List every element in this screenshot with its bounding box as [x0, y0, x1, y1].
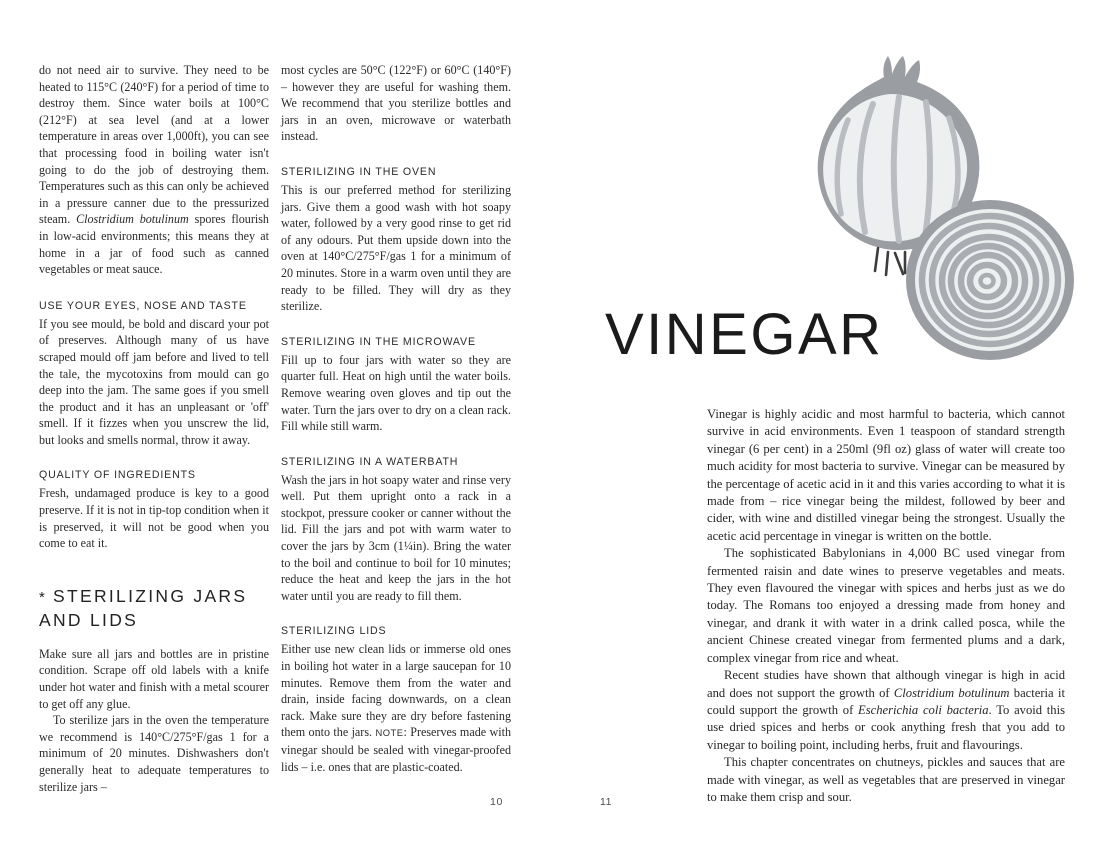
para3-text-b: bacteria it could support the growth of — [707, 685, 1065, 717]
heading-quality-of-ingredients: QUALITY OF INGREDIENTS — [39, 469, 196, 482]
body-sterilizing-oven-temp: To sterilize jars in the oven the temperature we recommend is 140°C/275°F/gas 1 for a minimum of 20 minutes. Dishwashers don't generally heat to adequate temperatures to sterilize jars – — [39, 713, 269, 794]
heading-sterilizing-in-a-waterbath: STERILIZING IN A WATERBATH — [281, 455, 459, 468]
heading-sterilizing-lids: STERILIZING LIDS — [281, 625, 387, 638]
right-page-body — [707, 406, 1065, 806]
species-ecoli-italic: Escherichia coli bacteria — [858, 702, 989, 717]
whole-onion — [818, 56, 980, 275]
paragraph-continued — [39, 62, 269, 278]
heading-sterilizing-in-the-microwave: STERILIZING IN THE MICROWAVE — [281, 335, 476, 348]
left-page-column-2 — [281, 62, 511, 775]
vinegar-paragraph-2: The sophisticated Babylonians in 4,000 BC used vinegar from fermented raisin and date wines to preserve vegetables and meats. They even flavoured the vinegar with spices and herbs just as we do today. The Romans too enjoyed a dressing made from honey and vinegar, and drank it with water in a drink called posca, while the ancient Chinese created vinegar from fermented plums and a dark, complex vinegar from rice and wheat. — [707, 546, 1065, 665]
body-sterilizing-intro: Make sure all jars and bottles are in pristine condition. Scrape off old labels with a knife under hot water and finish with a metal scourer to get off any glue. — [39, 646, 269, 711]
vinegar-paragraph-3 — [707, 667, 1065, 754]
onion-roots — [875, 248, 921, 275]
body-dishwasher-continued: most cycles are 50°C (122°F) or 60°C (140°F) – however they are useful for washing them. We recommend that you sterilize bottles and jars in an oven, microwave or waterbath instead. — [281, 63, 511, 144]
para3-text-c: . To avoid this use dried spices and herbs or cook anything fresh that you add to vinegar to boiling point, including herbs, fruit and flavourings. — [707, 702, 1065, 752]
onion-core — [981, 275, 994, 287]
body-sterilizing-in-the-oven: This is our preferred method for sterilizing jars. Give them a good wash with hot soapy water, followed by a very good rinse to get rid of any odours. Put them upside down into the oven at 140°C/275°F/gas 1 for a minimum of 20 minutes. Store in a warm oven until they are ready to be filled. They will dry as they sterilize. — [281, 182, 511, 314]
onion-flesh — [823, 94, 967, 241]
star-icon: * — [39, 588, 46, 606]
vinegar-paragraph-4: This chapter concentrates on chutneys, pickles and sauces that are made with vinegar, as well as vegetables that are preserved in vinegar to make them crisp and sour. — [707, 755, 1065, 804]
body-sterilizing-in-a-waterbath: Wash the jars in hot soapy water and rinse very well. Put them upright onto a rack in a stockpot, pressure cooker or canner without the lid. Fill the jars and pot with warm water to cover the jars by 3cm (1¼in). Bring the water to the boil and continue to boil for 10 minutes; reduce the heat and keep the jars in the hot water until you are ready to fill them. — [281, 472, 511, 603]
page-number-right: 11 — [600, 796, 613, 808]
body-sterilizing-in-the-microwave: Fill up to four jars with water so they are quarter full. Heat on high until the water boils. Remove wearing oven gloves and tip out the water. Turn the jars over to dry on a clean rack. Fill while still warm. — [281, 352, 511, 434]
body-use-your-eyes: If you see mould, be bold and discard your pot of preserves. Although many of us have scraped mould off jam before and lived to tell the tale, the mycotoxins from mould can go deep into the jam. The same goes if you smell the product and it has an unpleasant or 'off' smell. If it fizzes when you unscrew the lid, but looks and smells normal, throw it away. — [39, 316, 269, 447]
body-lids-text-a: Either use new clean lids or immerse old ones in boiling hot water in a large saucepan for 10 minutes. Remove them from the water and drain, inside facing downwards, on a clean rack. Make sure they are dry before fastening them onto the jars. — [281, 642, 511, 740]
body-sterilizing-lids — [281, 641, 511, 775]
section-title-sterilizing-jars — [39, 585, 269, 632]
sliced-onion-cross-section — [906, 200, 1074, 360]
body-lids-text-b: : Preserves made with vinegar should be sealed with vinegar-proofed lids – i.e. ones that are plastic-coated. — [281, 725, 511, 774]
heading-use-your-eyes: USE YOUR EYES, NOSE AND TASTE — [39, 299, 247, 312]
heading-sterilizing-in-the-oven: STERILIZING IN THE OVEN — [281, 165, 437, 178]
para3-text-a: Recent studies have shown that although vinegar is high in acid and does not support the growth of — [707, 668, 1065, 700]
species-name-italic: Clostridium botulinum — [76, 212, 189, 227]
body-quality-of-ingredients: Fresh, undamaged produce is key to a good preserve. If it is not in tip-top condition when it is preserved, it will not be good when you come to eat it. — [39, 486, 269, 551]
species-clostridium-italic: Clostridium botulinum — [893, 685, 1010, 700]
onion-rings — [922, 216, 1058, 344]
para-text-part-b: spores flourish in low-acid environments; this means they at home in a jar of food such as canned vegetables or meat sauce. — [39, 212, 269, 277]
onion-outer-skin — [818, 56, 980, 250]
right-page — [550, 0, 1100, 841]
page-number-left: 10 — [490, 796, 503, 808]
para-text-part-a: do not need air to survive. They need to be heated to 115°C (240°F) for a period of time to destroy them. Since water boils at 100°C (212°F) at sea level (and at a lower temperature in areas over 1,000ft), you can see that processing food in boiling water isn't going to do the job of destroying them. Temperatures such as this can only be achieved in a pressure canner due to the pressurized steam. — [39, 63, 269, 227]
note-label: NOTE — [375, 727, 404, 739]
left-page-column-1 — [39, 62, 269, 795]
vinegar-paragraph-1: Vinegar is highly acidic and most harmful to bacteria, which cannot survive in acid environments. Even 1 teaspoon of standard strength vinegar (6 per cent) in a 250ml (9fl oz) glass of water will create too much acidity for most bacteria to survive. Vinegar can be measured by the percentage of acetic acid in it and this varies according to what it is made from – rice vinegar being the mildest, followed by beer and cider, with wine and distilled vinegar being the strongest. Usually the acetic acid percentage in vinegar is written on the bottle. — [707, 407, 1065, 543]
chapter-title: VINEGAR — [605, 302, 884, 367]
section-title-text: STERILIZING JARS AND LIDS — [39, 585, 248, 630]
onion-layer-stripes — [837, 97, 958, 241]
